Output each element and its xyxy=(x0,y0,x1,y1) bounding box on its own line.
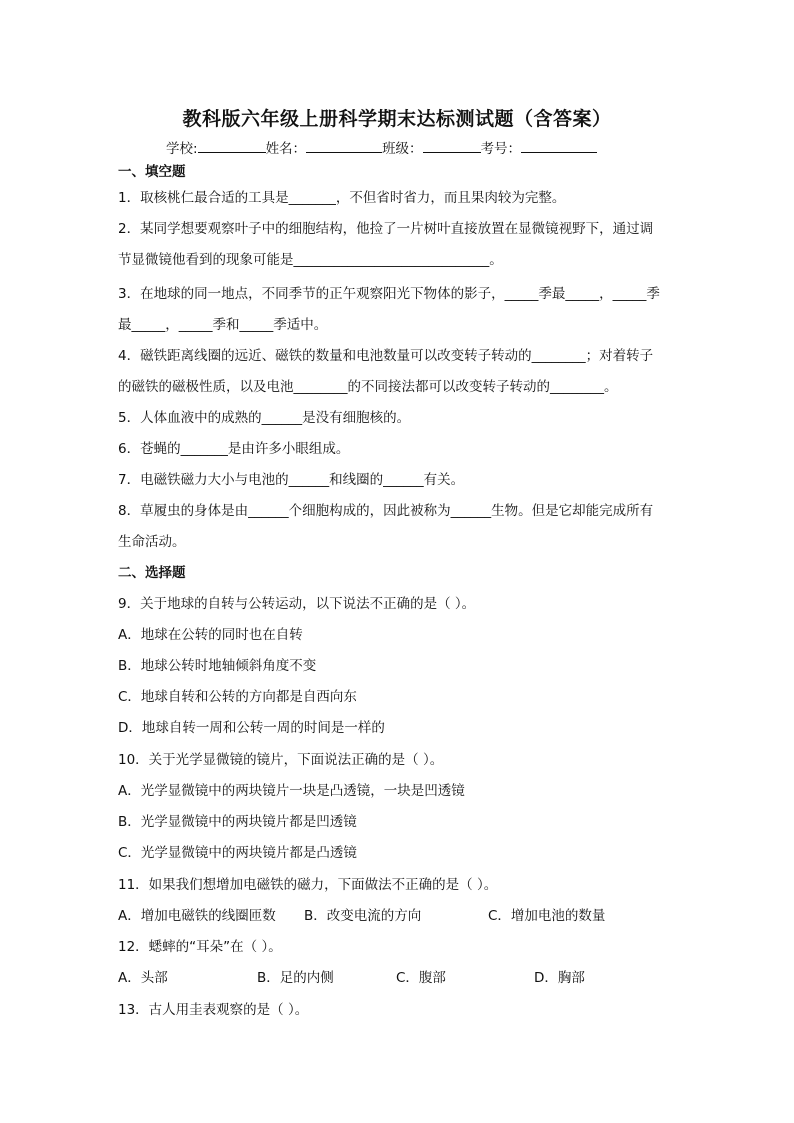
class-label: 班级： xyxy=(382,141,423,157)
number-blank[interactable] xyxy=(521,140,597,153)
school-label: 学校: xyxy=(166,141,198,157)
question-11: 11．如果我们想增加电磁铁的磁力，下面做法不正确的是（ ）。 xyxy=(118,877,498,893)
question-5: 5．人体血液中的成熟的______是没有细胞核的。 xyxy=(118,410,411,426)
question-4-line-2: 的磁铁的磁极性质，以及电池________的不同接法都可以改变转子转动的________。 xyxy=(118,379,618,395)
question-11-option-c[interactable]: C．增加电池的数量 xyxy=(488,908,606,924)
section-choice-heading: 二、选择题 xyxy=(118,565,186,581)
question-12-option-d[interactable]: D．胸部 xyxy=(534,970,585,986)
question-10: 10．关于光学显微镜的镜片，下面说法正确的是（ ）。 xyxy=(118,752,444,768)
question-7: 7．电磁铁磁力大小与电池的______和线圈的______有关。 xyxy=(118,472,465,488)
student-info-row xyxy=(166,137,597,157)
name-label: 姓名： xyxy=(265,141,307,157)
question-8-line-1: 8．草履虫的身体是由______个细胞构成的，因此被称为______生物。但是它却能完成所有 xyxy=(118,503,654,519)
school-blank[interactable] xyxy=(198,140,266,153)
question-3-line-1: 3．在地球的同一地点，不同季节的正午观察阳光下物体的影子，_____季最_____，_____季 xyxy=(118,286,660,302)
question-11-option-a[interactable]: A．增加电磁铁的线圈匝数 xyxy=(118,908,276,924)
question-9-option-d[interactable]: D．地球自转一周和公转一周的时间是一样的 xyxy=(118,720,385,736)
question-10-option-b[interactable]: B．光学显微镜中的两块镜片都是凹透镜 xyxy=(118,814,357,830)
number-label: 考号： xyxy=(480,141,522,157)
question-9-option-a[interactable]: A．地球在公转的同时也在自转 xyxy=(118,627,303,643)
question-13: 13．古人用圭表观察的是（ ）。 xyxy=(118,1002,309,1018)
question-12: 12．蟋蟀的“耳朵”在（ ）。 xyxy=(118,939,282,955)
question-12-option-c[interactable]: C．腹部 xyxy=(396,970,446,986)
class-blank[interactable] xyxy=(423,140,481,153)
page-title: 教科版六年级上册科学期末达标测试题（含答案） xyxy=(182,108,612,130)
question-6: 6．苍蝇的_______是由许多小眼组成。 xyxy=(118,441,350,457)
question-8-line-2: 生命活动。 xyxy=(118,534,186,550)
section-fill-in-heading: 一、填空题 xyxy=(118,164,186,180)
question-9-option-c[interactable]: C．地球自转和公转的方向都是自西向东 xyxy=(118,689,357,705)
name-blank[interactable] xyxy=(306,140,382,153)
question-1: 1．取核桃仁最合适的工具是_______，不但省时省力，而且果肉较为完整。 xyxy=(118,190,566,206)
question-10-option-c[interactable]: C．光学显微镜中的两块镜片都是凸透镜 xyxy=(118,845,357,861)
question-12-option-a[interactable]: A．头部 xyxy=(118,970,168,986)
question-9-option-b[interactable]: B．地球公转时地轴倾斜角度不变 xyxy=(118,658,317,674)
question-4-line-1: 4．磁铁距离线圈的远近、磁铁的数量和电池数量可以改变转子转动的________；对着转子 xyxy=(118,348,654,364)
question-2-line-2: 节显微镜他看到的现象可能是_____________________________。 xyxy=(118,252,503,268)
question-2-line-1: 2．某同学想要观察叶子中的细胞结构，他捡了一片树叶直接放置在显微镜视野下，通过调 xyxy=(118,221,654,237)
question-3-line-2: 最_____，_____季和_____季适中。 xyxy=(118,317,328,333)
question-11-option-b[interactable]: B．改变电流的方向 xyxy=(304,908,422,924)
question-9: 9．关于地球的自转与公转运动，以下说法不正确的是（ ）。 xyxy=(118,596,476,612)
question-10-option-a[interactable]: A．光学显微镜中的两块镜片一块是凸透镜，一块是凹透镜 xyxy=(118,783,465,799)
question-12-option-b[interactable]: B．足的内侧 xyxy=(257,970,334,986)
